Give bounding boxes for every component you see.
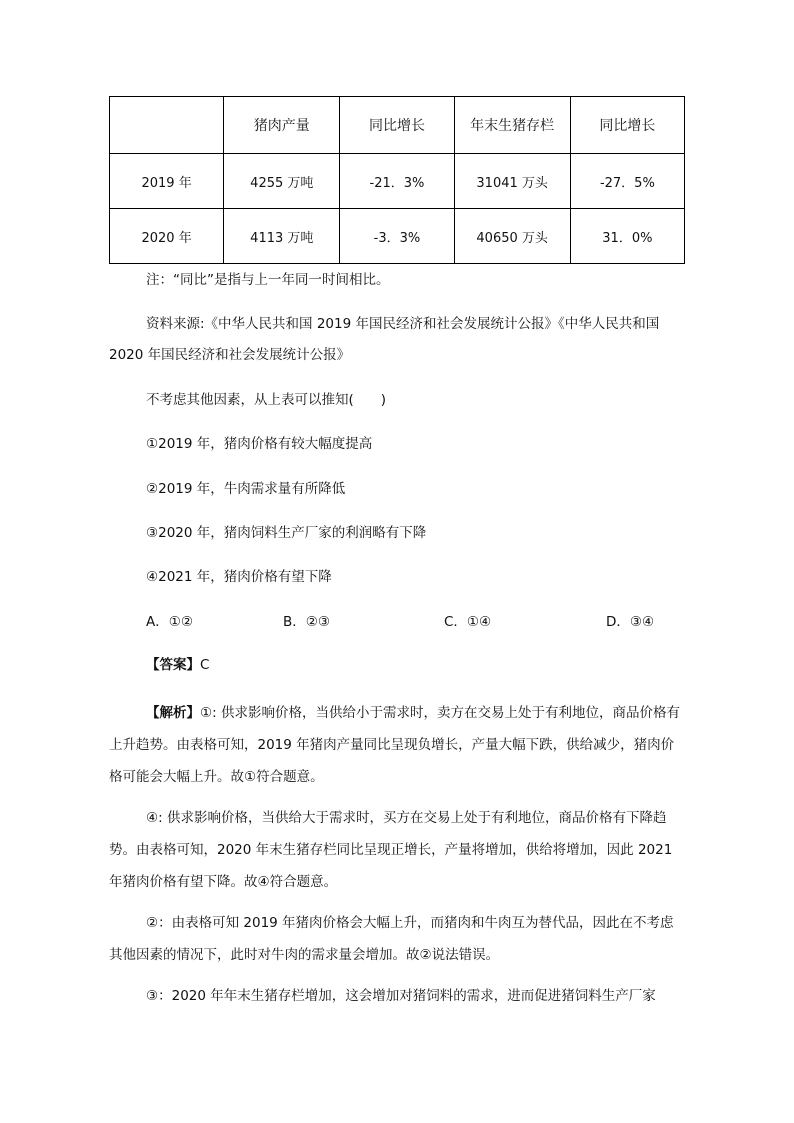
table-cell-stock: 31041 万头 bbox=[454, 154, 570, 209]
table-cell-year: 2020 年 bbox=[110, 209, 224, 264]
analysis-text: ①: 供求影响价格，当供给小于需求时，卖方在交易上处于有利地位，商品价格有上升趋势。由表格可知，2019 年猪肉产量同比呈现负增长，产量大幅下跌，供给减少，猪肉价格可能会大幅上升。故①符合题意。 bbox=[109, 705, 680, 785]
table-header-row bbox=[110, 97, 685, 154]
option-a: A．①② bbox=[146, 614, 193, 630]
table-row bbox=[110, 209, 685, 264]
table-cell-output: 4255 万吨 bbox=[224, 154, 340, 209]
table-header-cell: 猪肉产量 bbox=[224, 97, 340, 154]
statement-item: ③2020 年，猪肉饲料生产厂家的利润略有下降 bbox=[146, 525, 427, 541]
statement-item: ①2019 年，猪肉价格有较大幅度提高 bbox=[146, 436, 373, 452]
option-b: B．②③ bbox=[283, 614, 330, 630]
table-header-cell bbox=[110, 97, 224, 154]
analysis-paragraph-1 bbox=[109, 697, 685, 793]
table-cell-output: 4113 万吨 bbox=[224, 209, 340, 264]
table-header-cell: 年末生猪存栏 bbox=[454, 97, 570, 154]
table-cell-stock-growth: -27．5% bbox=[570, 154, 684, 209]
analysis-paragraph-2: ④: 供求影响价格，当供给大于需求时，买方在交易上处于有利地位，商品价格有下降趋势。由表格可知，2020 年末生猪存栏同比呈现正增长，产量将增加，供给将增加，因此 2021 年猪肉价格有望下降。故④符合题意。 bbox=[109, 810, 673, 890]
table-cell-stock: 40650 万头 bbox=[454, 209, 570, 264]
question-stem: 不考虑其他因素，从上表可以推知( ) bbox=[146, 392, 387, 408]
table-cell-output-growth: -3．3% bbox=[340, 209, 454, 264]
table-cell-year: 2019 年 bbox=[110, 154, 224, 209]
answer-label: 【答案】 bbox=[146, 657, 200, 673]
data-source: 资料来源:《中华人民共和国 2019 年国民经济和社会发展统计公报》《中华人民共和国 2020 年国民经济和社会发展统计公报》 bbox=[109, 316, 660, 363]
analysis-paragraph-3: ②：由表格可知 2019 年猪肉价格会大幅上升，而猪肉和牛肉互为替代品，因此在不考虑其他因素的情况下，此时对牛肉的需求量会增加。故②说法错误。 bbox=[109, 915, 674, 963]
answer-line bbox=[146, 655, 209, 675]
analysis-label: 【解析】 bbox=[146, 705, 200, 721]
table-cell-output-growth: -21．3% bbox=[340, 154, 454, 209]
table-header-cell: 同比增长 bbox=[340, 97, 454, 154]
analysis-paragraph-4: ③：2020 年年末生猪存栏增加，这会增加对猪饲料的需求，进而促进猪饲料生产厂家 bbox=[146, 988, 656, 1004]
table-note: 注：“同比”是指与上一年同一时间相比。 bbox=[146, 272, 390, 288]
table-row bbox=[110, 154, 685, 209]
option-c: C．①④ bbox=[444, 614, 492, 630]
table-header-cell: 同比增长 bbox=[570, 97, 684, 154]
option-d: D．③④ bbox=[606, 614, 655, 630]
statement-item: ②2019 年，牛肉需求量有所降低 bbox=[146, 481, 346, 497]
table-cell-stock-growth: 31．0% bbox=[570, 209, 684, 264]
pork-statistics-table bbox=[109, 96, 685, 264]
statement-item: ④2021 年，猪肉价格有望下降 bbox=[146, 569, 332, 585]
answer-value: C bbox=[200, 657, 210, 673]
